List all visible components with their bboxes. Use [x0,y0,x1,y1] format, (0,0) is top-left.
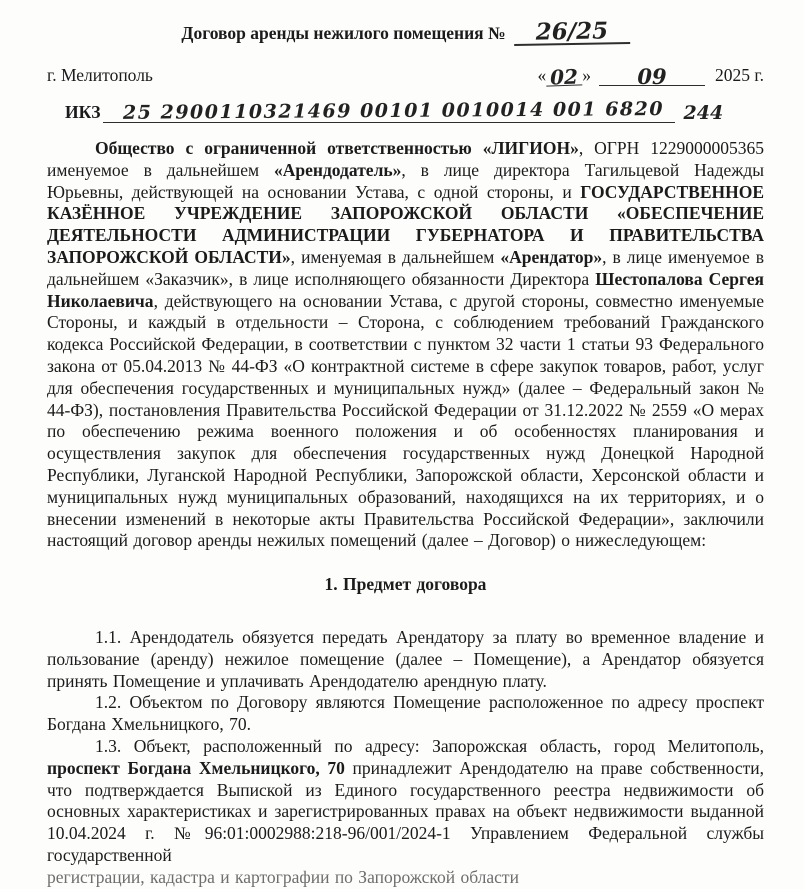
ikz-underline [103,98,675,124]
tenant-term: «Арендатор» [500,246,603,267]
ikz-value-handwritten: 25 2900110321469 00101 0010014 001 6820 [122,98,664,124]
section-1-heading: 1. Предмет договора [324,574,487,595]
preamble-text: , в лице директора Тагильцевой Надежды Юрьевны, действующей на основании Устава, с одной стороны, и [47,159,765,202]
party-tenant-name: ГОСУДАРСТВЕННОЕ КАЗЁННОЕ УЧРЕЖДЕНИЕ ЗАПОРОЖСКОЙ ОБЛАСТИ «ОБЕСПЕЧЕНИЕ ДЕЯТЕЛЬНОСТИ АДМИНИСТРАЦИИ ГУБЕРНАТОРА И ПРАВИТЕЛЬСТВА ЗАПОРОЖСКОЙ ОБЛАСТИ» [47,181,764,267]
date-day-handwritten: 02 [546,68,583,86]
property-address: проспект Богдана Хмельницкого, 70 [47,757,345,778]
clause-1-1: 1.1. Арендодатель обязуется передать Арендатору за плату во временное владение и пользование (аренду) нежилое помещение (далее – Помещение), а Арендатор обязуется принять Помещение и уплачивать Арендодателю арендную плату. [47,626,764,691]
preamble-text: , в лице именуемое в дальнейшем «Заказчик», в лице исполняющего обязанности Директора [47,246,765,289]
date-month-handwritten: 09 [599,68,705,86]
ikz-tail-handwritten: 244 [683,102,724,124]
clause-1-3-text: 1.3. Объект, расположенный по адресу: Запорожская область, город Мелитополь, [95,735,764,756]
date-open-quote: « [537,65,547,85]
city-label: г. Мелитополь [47,65,153,85]
document-title [47,17,764,46]
city-date-row [47,64,764,90]
contract-number-handwritten: 26/25 [513,21,629,46]
clause-1-3 [47,736,764,867]
preamble-text: , именуемая в дальнейшем [290,246,501,267]
date-close-quote: » [582,65,592,85]
clause-1-3-text: принадлежит Арендодателю на праве собственности, что подтверждается Выпиской из Единого государственного реестра недвижимости об основных характеристиках и зарегистрированных правах на объект недвижимости выданной 10.04.2024 г. №96:01:0002988:218-96/001/2024-1 Управлением Федеральной службы государственной [47,757,764,865]
landlord-term: «Арендодатель» [273,159,402,180]
director-name: Шестопалова Сергея Николаевича [47,268,764,311]
title-text: Договор аренды нежилого помещения № [181,23,506,43]
preamble-text: , ОГРН 1229000005365 именуемое в дальнейшем [47,138,764,180]
ikz-row [65,98,764,124]
clause-1-2: 1.2. Объектом по Договору являются Помещение расположенное по адресу проспект Богдана Хмельницкого, 70. [47,692,764,735]
date-year: 2025 г. [715,65,764,85]
party-landlord-name: Общество с ограниченной ответственностью «ЛИГИОН» [95,138,579,158]
preamble-paragraph [47,138,764,552]
clause-1-3-continued-clipped: регистрации, кадастра и картографии по Запорожской области [47,866,519,887]
preamble-text: , действующего на основании Устава, с другой стороны, совместно именуемые Стороны, и каждый в отдельности – Сторона, с соблюдением требований Гражданского кодекса Российской Федерации, в соответствии с пунктом 32 части 1 статьи 93 Федерального закона от 05.04.2013 № 44-ФЗ «О контрактной системе в сфере закупок товаров, работ, услуг для обеспечения государственных и муниципальных нужд» (далее – Федеральный закон № 44-ФЗ), постановления Правительства Российской Федерации от 31.12.2022 № 2559 «О мерах по обеспечению режима военного положения и об особенностях планирования и осуществления закупок для обеспечения государственных нужд Донецкой Народной Республики, Луганской Народной Республики, Запорожской области, Херсонской области и муниципальных нужд муниципальных образований, находящихся на их территориях, и о внесении изменений в некоторые акты Правительства Российской Федерации», заключили настоящий договор аренды нежилых помещений (далее – Договор) о нижеследующем: [47,290,764,551]
date-field [537,64,764,90]
ikz-label: ИКЗ [65,102,101,122]
